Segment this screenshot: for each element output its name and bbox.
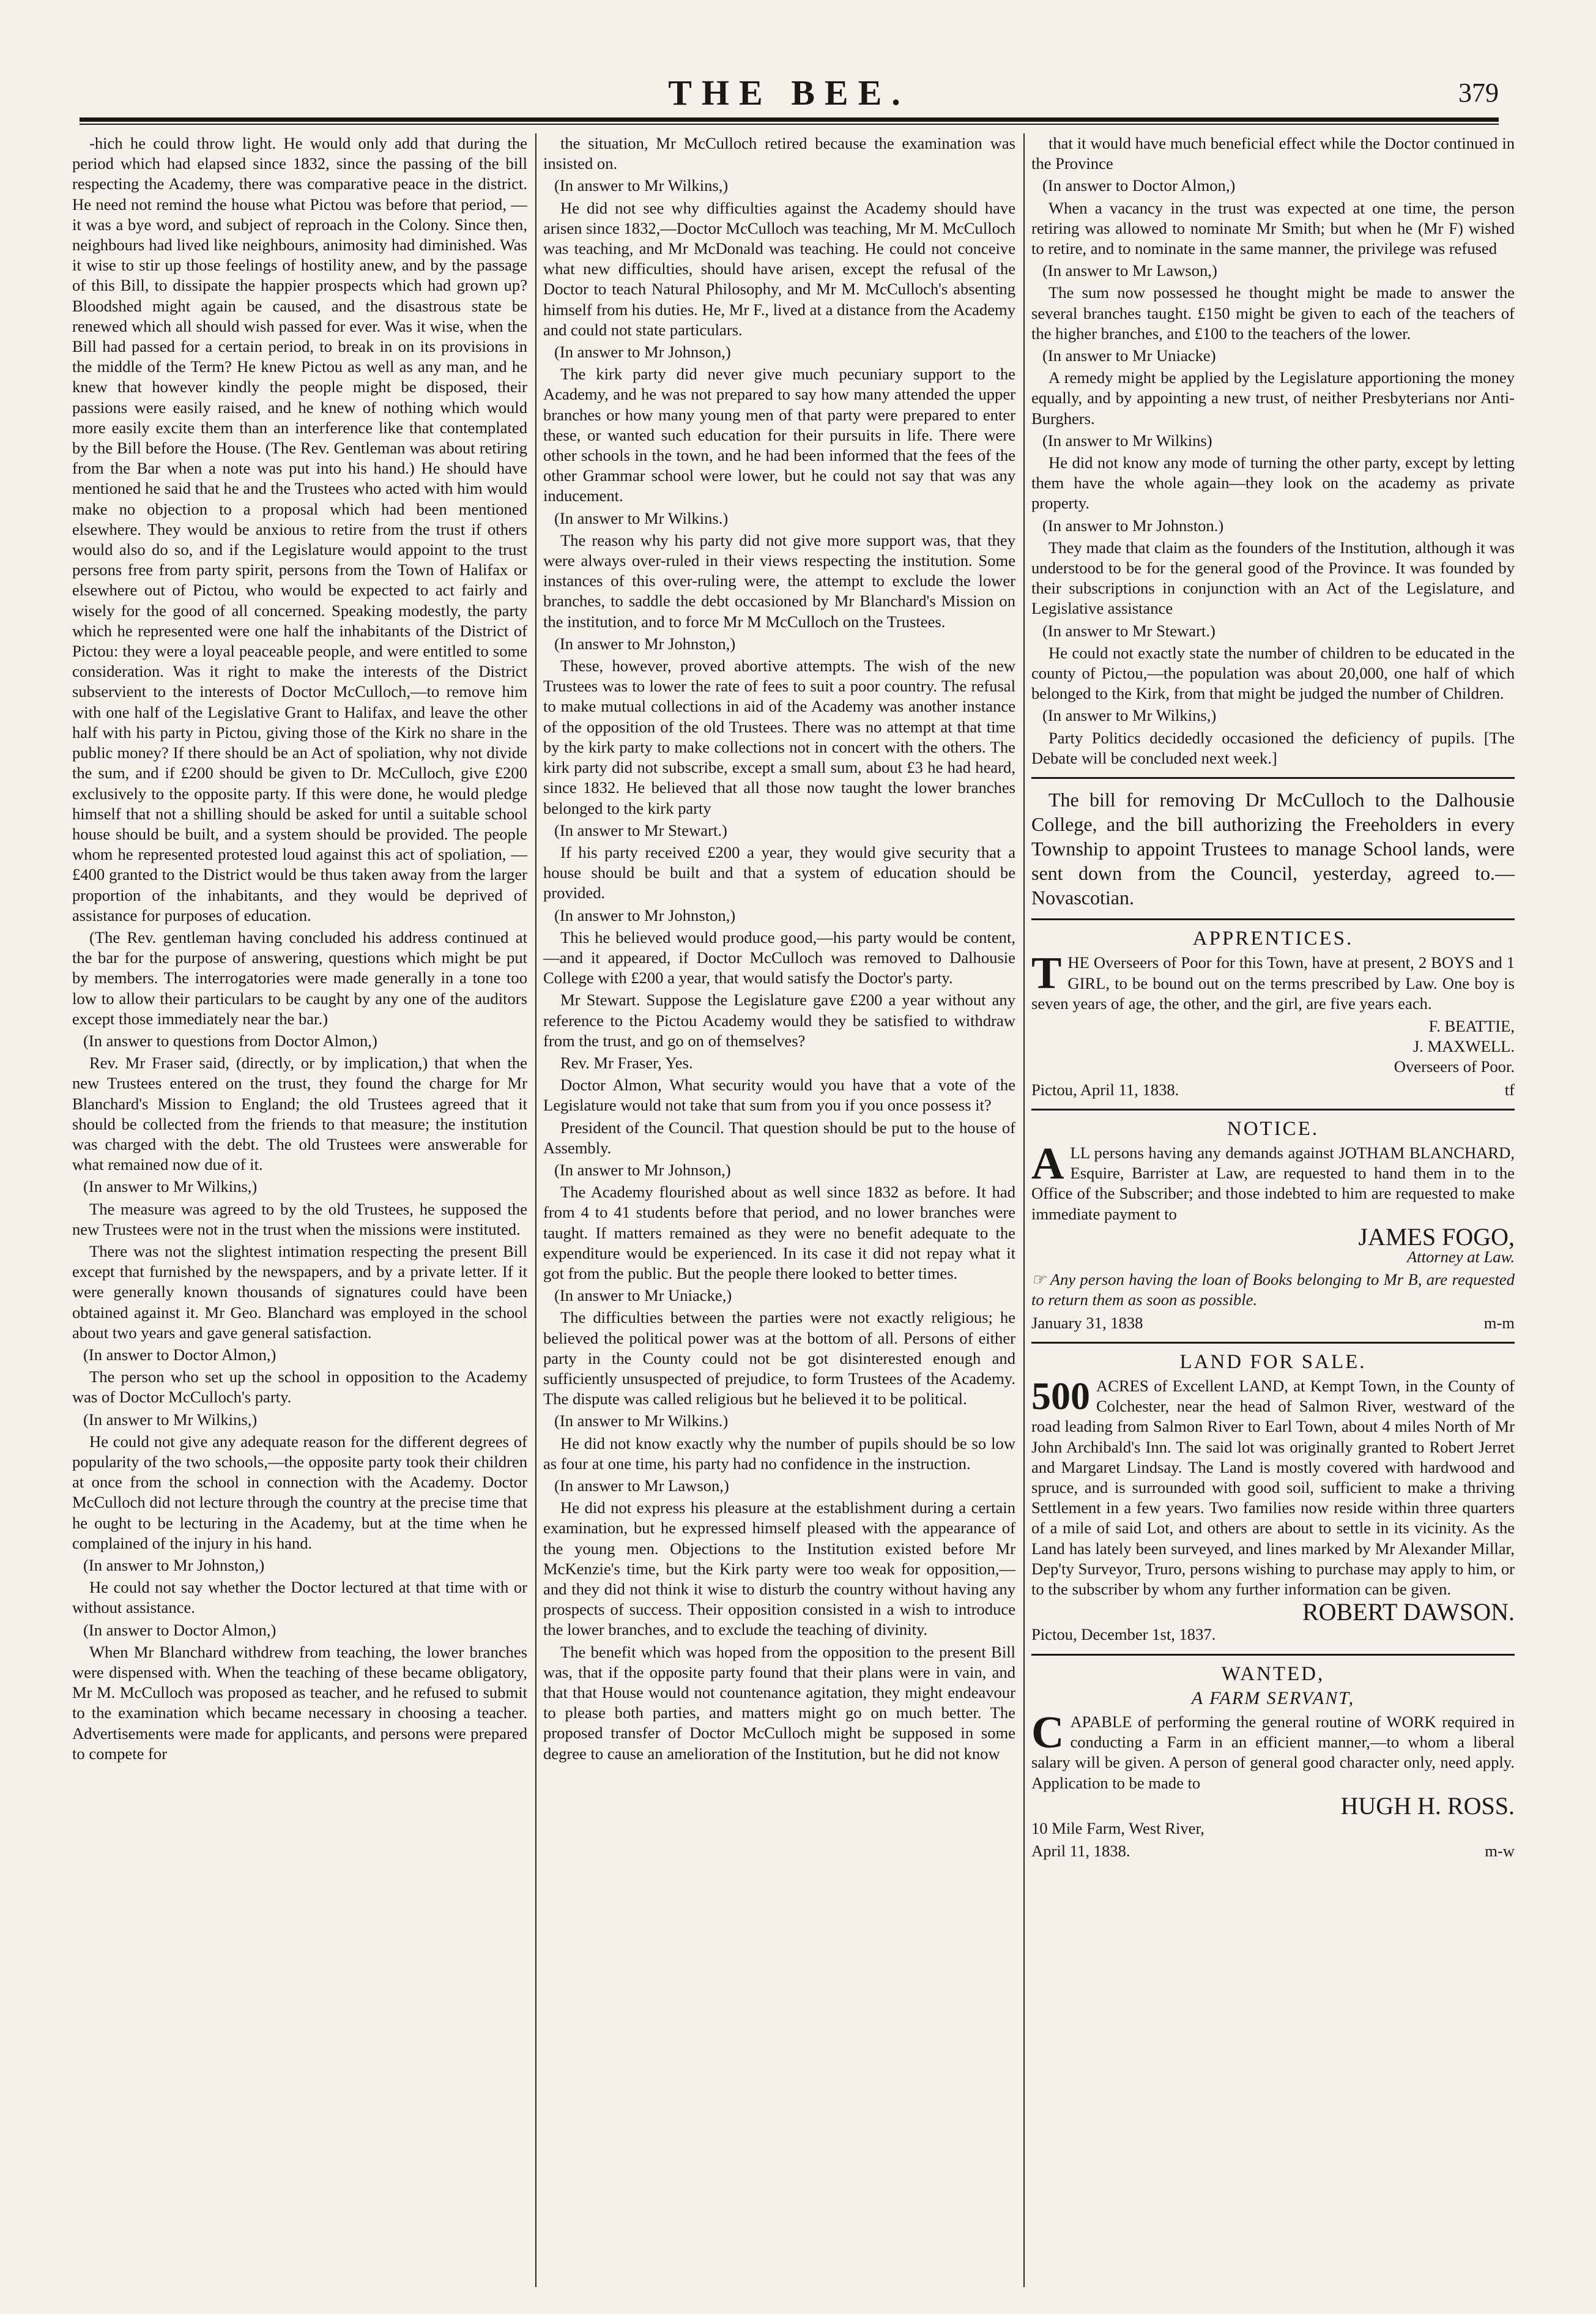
advert-footer: April 11, 1838. m-w — [1031, 1842, 1515, 1861]
advert-signature: JAMES FOGO, Attorney at Law. — [1358, 1222, 1515, 1266]
report-paragraph: When a vacancy in the trust was expected at one time, the person retiring was allowed to nominate Mr Smith; but when he (Mr F) wished to retire, and to nominate in the same manner, the privilege was refused — [1031, 198, 1515, 258]
report-paragraph: Doctor Almon, What security would you have that a vote of the Legislature would not take that sum from you if you once possess it? — [543, 1076, 1015, 1115]
report-paragraph: He did not know any mode of turning the other party, except by letting them have the whole again—they look on the academy as private property. — [1031, 453, 1515, 513]
report-paragraph: the situation, Mr McCulloch retired because the examination was insisted on. — [543, 134, 1015, 173]
answer-heading: (In answer to Mr Wilkins) — [1042, 431, 1212, 450]
answer-heading: (In answer to Mr Wilkins,) — [554, 176, 729, 195]
report-paragraph: The kirk party did never give much pecuniary support to the Academy, and he was not prepared to say how many attended the upper branches or how many young men of that party were prepared to enter these, or wanted such education for their pursuits in life. There were other schools in the town, and he had been informed that the fees of the other Grammar school were lower, but he could not say that was any inducement. — [543, 365, 1015, 505]
report-paragraph: He did not know exactly why the number of pupils should be so low as four at one time, his party had no confidence in the instruction. — [543, 1434, 1015, 1473]
advert-heading: NOTICE. — [1227, 1117, 1319, 1140]
column-divider — [535, 133, 536, 2287]
report-paragraph: This he believed would produce good,—his party would be content,—and it appeared, if Doctor McCulloch was removed to Dalhousie College with £200 a year, that would satisfy the Doctor's party. — [543, 928, 1015, 988]
answer-heading: (In answer to Mr Johnston,) — [83, 1556, 265, 1575]
advert-heading: WANTED, — [1221, 1662, 1325, 1685]
answer-heading: (In answer to Mr Uniacke,) — [554, 1286, 732, 1305]
separator-rule — [1031, 1342, 1515, 1344]
report-paragraph: He did not see why difficulties against the Academy should have arisen since 1832,—Doctor McCulloch was teaching, Mr M. McCulloch was teaching, and Mr McDonald was teaching. He could not conceive what new difficulties, should have arisen, except the refusal of the Doctor to teach Natural Philosophy, and Mr M. McCulloch's absenting himself from his duties. He, Mr F., lived at a distance from the Academy and could not state particulars. — [543, 198, 1015, 339]
report-paragraph: President of the Council. That question should be put to the house of Assembly. — [543, 1118, 1015, 1157]
answer-heading: (In answer to Mr Wilkins,) — [83, 1177, 258, 1196]
advert-subheading: A FARM SERVANT, — [1191, 1687, 1355, 1708]
advert-signature: HUGH H. ROSS. — [1340, 1791, 1515, 1820]
report-paragraph: The person who set up the school in opposition to the Academy was of Doctor McCulloch's party. — [72, 1367, 527, 1407]
answer-heading: (In answer to Mr Wilkins.) — [554, 1412, 729, 1430]
advert-heading: LAND FOR SALE. — [1179, 1350, 1367, 1373]
report-paragraph: When Mr Blanchard withdrew from teaching, the lower branches were dispensed with. When the teaching of these became obligatory, Mr M. McCulloch was proposed as teacher, and he refused to submit to the examination which became necessary in choosing a teacher. Advertisements were made for applicants, and persons were prepared to compete for — [72, 1642, 527, 1763]
report-paragraph: A remedy might be applied by the Legislature apportioning the money equally, and by appointing a new trust, of neither Presbyterians nor Anti-Burghers. — [1031, 368, 1515, 428]
newspaper-title: THE BEE. — [668, 73, 910, 113]
advert-notice — [1031, 1119, 1515, 1333]
answer-heading: (In answer to Doctor Almon,) — [83, 1345, 277, 1364]
answer-heading: (In answer to Doctor Almon,) — [83, 1620, 277, 1639]
report-paragraph: The sum now possessed he thought might be made to answer the several branches taught. £150 might be given to each of the teachers of the higher branches, and £100 to the teachers of the lower. — [1031, 283, 1515, 343]
advert-wanted — [1031, 1664, 1515, 1862]
drop-initial: C — [1031, 1708, 1064, 1758]
advert-body: ALL persons having any demands against JOTHAM BLANCHARD, Esquire, Barrister at Law, are requested to hand them in to the Office of the Subscriber; and those indebted to him are requested to make immediate payment to — [1031, 1138, 1515, 1223]
advert-land-for-sale — [1031, 1352, 1515, 1645]
answer-heading: (In answer to Mr Johnston,) — [554, 906, 736, 924]
answer-heading: (In answer to Mr Stewart.) — [1042, 621, 1216, 640]
answer-heading: (In answer to Mr Johnston,) — [554, 634, 736, 653]
answer-heading: (In answer to Mr Lawson,) — [554, 1476, 729, 1495]
answer-heading: (In answer to Mr Wilkins,) — [1042, 706, 1217, 725]
separator-rule — [1031, 1109, 1515, 1110]
answer-heading: (In answer to questions from Doctor Almon,) — [83, 1031, 377, 1050]
page-number: 379 — [1458, 78, 1499, 108]
report-paragraph: The Academy flourished about as well since 1832 as before. It had from 4 to 41 students before that period, and no lower branches were taught. If matters remained as they were no benefit adequate to the expenditure would be experienced. In its case it did not repay what it got from the public. But the people there looked to better times. — [543, 1183, 1015, 1282]
column-divider — [1023, 133, 1025, 2287]
drop-initial: T — [1031, 948, 1062, 999]
report-paragraph: He could not say whether the Doctor lectured at that time with or without assistance. — [72, 1578, 527, 1617]
report-paragraph: There was not the slightest intimation respecting the present Bill except that furnished by the newspapers, and by a private letter. If it were generally known thousands of signatures could have been obtained against it. Mr Geo. Blanchard was employed in the school about two years and gave general satisfaction. — [72, 1241, 527, 1342]
advert-extra: ☞ Any person having the loan of Books belonging to Mr B, are requested to return them as soon as possible. — [1031, 1270, 1515, 1309]
answer-heading: (In answer to Mr Lawson,) — [1042, 261, 1217, 280]
advert-apprentices — [1031, 929, 1515, 1100]
drop-initial: 500 — [1031, 1374, 1090, 1418]
column-2 — [543, 133, 1015, 2287]
report-paragraph: Rev. Mr Fraser, Yes. — [560, 1053, 693, 1072]
answer-heading: (In answer to Mr Uniacke) — [1042, 346, 1216, 365]
report-paragraph: If his party received £200 a year, they would give security that a house should be built and that a system of education should be provided. — [543, 843, 1015, 902]
masthead-rule — [80, 117, 1499, 125]
column-1 — [72, 133, 527, 2287]
advert-signature: ROBERT DAWSON. — [1302, 1598, 1515, 1626]
answer-heading: (In answer to Mr Johnson,) — [554, 1160, 731, 1179]
council-note: The bill for removing Dr McCulloch to the Dalhousie College, and the bill authorizing the Freeholders in every Township to appoint Trustees to manage School lands, were sent down from the Council, yesterday, agreed to.—Novascotian. — [1031, 789, 1515, 909]
report-paragraph: The measure was agreed to by the old Trustees, he supposed the new Trustees were not in the trust when the missions were instituted. — [72, 1199, 527, 1238]
separator-rule — [1031, 918, 1515, 920]
answer-heading: (In answer to Doctor Almon,) — [1042, 176, 1236, 195]
column-3 — [1031, 133, 1515, 2287]
report-paragraph: The benefit which was hoped from the opposition to the present Bill was, that if the opposite party found that their plans were in vain, and that that House would not countenance agitation, they might endeavour to please both parties, and matters might go on much better. The proposed transfer of Doctor McCulloch might be supposed in some degree to cause an amelioration of the Institution, but he did not know — [543, 1642, 1015, 1763]
advert-signature: F. BEATTIE, J. MAXWELL. Overseers of Poor. — [1394, 1016, 1515, 1076]
report-paragraph: They made that claim as the founders of the Institution, although it was understood to be for the general good of the Province. It was founded by their subscriptions in conjunction with an Act of the Legislature, and Legislative assistance — [1031, 538, 1515, 618]
separator-rule — [1031, 1654, 1515, 1656]
separator-rule — [1031, 777, 1515, 779]
advert-date: Pictou, December 1st, 1837. — [1031, 1625, 1216, 1644]
report-paragraph: Party Politics decidedly occasioned the deficiency of pupils. [The Debate will be concluded next week.] — [1031, 728, 1515, 767]
report-paragraph: that it would have much beneficial effect while the Doctor continued in the Province — [1031, 134, 1515, 173]
report-paragraph: (The Rev. gentleman having concluded his address continued at the bar for the purpose of answering, questions which might be put by members. The interrogatories were made generally in a tone too low to allow their particulars to be caught by any one of the auditors except those immediately near the bar.) — [72, 928, 527, 1028]
advert-body: THE Overseers of Poor for this Town, have at present, 2 BOYS and 1 GIRL, to be bound out on the terms prescribed by Law. One boy is seven years of age, the other, and the girl, are five years each. — [1031, 948, 1515, 1013]
advert-footer: January 31, 1838 m-m — [1031, 1313, 1515, 1332]
report-paragraph: Mr Stewart. Suppose the Legislature gave £200 a year without any reference to the Pictou Academy would they be satisfied to withdraw from the trust, and go on of themselves? — [543, 991, 1015, 1050]
report-paragraph: Rev. Mr Fraser said, (directly, or by implication,) that when the new Trustees entered on the trust, they found the charge for Mr Blanchard's Mission to England; the old Trustees agreed that it should be collected from the friends to that measure; the institution was charged with the debt. The old Trustees were answerable for what remained now due of it. — [72, 1054, 527, 1174]
answer-heading: (In answer to Mr Johnston.) — [1042, 516, 1224, 535]
report-paragraph: The difficulties between the parties were not exactly religious; he believed the political power was at the bottom of all. Persons of either party in the County could not be got disinterested enough and sufficiently unsuspected of prejudice, to form Trustees of the Academy. The dispute was called religious but he believed it to be political. — [543, 1308, 1015, 1408]
report-paragraph: The reason why his party did not give more support was, that they were always over-ruled in their views respecting the institution. Some instances of this over-ruling were, the attempt to exclude the lower branches, to saddle the debt occasioned by Mr Blanchard's Mission on the institution, and to force Mr M McCulloch on the Trustees. — [543, 530, 1015, 631]
answer-heading: (In answer to Mr Stewart.) — [554, 820, 727, 839]
answer-heading: (In answer to Mr Johnson,) — [554, 343, 731, 362]
report-paragraph: -hich he could throw light. He would only add that during the period which had elapsed since 1832, since the passing of the bill respecting the Academy, there was comparative peace in the district. He need not remind the house what Pictou was before that period, —it was a bye word, and subject of reproach in the Colony. Since then, neighbours had lived like neighbours, animosity had diminished. Was it wise to stir up those feelings of hostility anew, and by the passage of this Bill, to dissipate the happier prospects which had grown up? Bloodshed might again be caused, and the disastrous state be renewed which all should wish passed for ever. Was it wise, when the Bill had passed for a certain period, to break in on its provisions in the middle of the Term? He knew Pictou as well as any man, and he knew that however kindly the people might be disposed, their passions were easily raised, and he knew of nothing which would more easily excite them than an interference like that contemplated by the Bill before the House. (The Rev. Gentleman was about retiring from the Bar when a note was put into his hand.) He should have mentioned he said that he and the Trustees who acted with him would make no objection to a proposal which had been mentioned elsewhere. They would be anxious to retire from the trust if others would also do so, and if the Legislature would appoint to the trust persons free from party spirit, persons from the Town of Halifax or elsewhere out of Pictou, who would be expected to act fairly and wisely for the good of all concerned. Speaking modestly, the party which he represented were one half the inhabitants of the District of Pictou: they were a loyal peaceable people, and were entitled to some consideration. Was it right to make the interests of the District subservient to the interests of Doctor McCulloch,—to remove him with one half of the Legislative Grant to Halifax, and leave the other half with his party in Pictou, giving those of the Kirk no share in the public money? If there should be an Act of spoliation, why not divide the sum, and if £200 should be given to Dr. McCulloch, give £200 exclusively to the opposite party. If this were done, he would pledge himself that not a shilling should be asked for until a suitable school house should be built, and a system should be provided. The people whom he represented protested loud against this act of spoliation, —£400 granted to the District would be thus taken away from the larger proportion of the inhabitants, and they would be deprived of assistance for purposes of education. — [72, 134, 527, 924]
advert-heading: APPRENTICES. — [1192, 928, 1354, 950]
answer-heading: (In answer to Mr Wilkins.) — [554, 508, 729, 527]
report-paragraph: These, however, proved abortive attempts. The wish of the new Trustees was to lower the rate of fees to suit a poor country. The refusal to make mutual collections in aid of the Academy was another instance of the opposition of the old Trustees. There was no attempt at that time by the kirk party to make collections not in concert with the others. The kirk party did not subscribe, except a small sum, about £3 he had heard, since 1832. He believed that all those now taught the lower branches belonged to the kirk party — [543, 657, 1015, 817]
advert-footer: Pictou, April 11, 1838. tf — [1031, 1080, 1515, 1099]
answer-heading: (In answer to Mr Wilkins,) — [83, 1410, 258, 1429]
advert-body: 500 ACRES of Excellent LAND, at Kempt Town, in the County of Colchester, near the head of Salmon River, westward of the road leading from Salmon River to Earl Town, about 4 miles North of Mr John Archibald's Inn. The said lot was originally granted to Robert Jerret and Margaret Lindsay. The Land is mostly covered with hardwood and spruce, and is surrounded with good soil, sufficient to make a thriving Settlement in a few years. Two families now reside within three quarters of a mile of said Lot, and others are about to settle in its vicinity. As the Land has lately been surveyed, and lines marked by Mr Alexander Millar, Dep'ty Surveyor, Truro, persons wishing to purchase may apply to him, or to the subscriber by whom any further information can be given. — [1031, 1374, 1515, 1598]
debate-report-continued — [1031, 133, 1515, 768]
report-paragraph: He could not give any adequate reason for the different degrees of popularity of the two schools,—the opposite party took their children at once from the school in connection with the Academy. Doctor McCulloch did not lecture through the country at the precise time that he ought to be lecturing in the Academy, but at the time when he complained of the injury in his hand. — [72, 1432, 527, 1552]
report-paragraph: He could not exactly state the number of children to be educated in the county of Pictou,—the population was about 20,000, one half of which belonged to the Kirk, from that might be judged the number of Children. — [1031, 643, 1515, 703]
report-paragraph: He did not express his pleasure at the establishment during a certain examination, but he expressed himself pleased with the appearance of the young men. Objections to the Institution existed before Mr McKenzie's time, but the Kirk party were too weak for opposition,—and they did not think it wise to disturb the country without having any prospects of success. Their opposition consisted in a wish to introduce the lower branches, and to exclude the teaching of divinity. — [543, 1498, 1015, 1639]
advert-address: 10 Mile Farm, West River, — [1031, 1819, 1204, 1838]
drop-initial: A — [1031, 1138, 1064, 1189]
advert-body: CAPABLE of performing the general routine of WORK required in conducting a Farm in an efficient manner,—to whom a liberal salary will be given. A person of general good character only, need apply. Application to be made to — [1031, 1708, 1515, 1792]
masthead — [80, 72, 1499, 113]
